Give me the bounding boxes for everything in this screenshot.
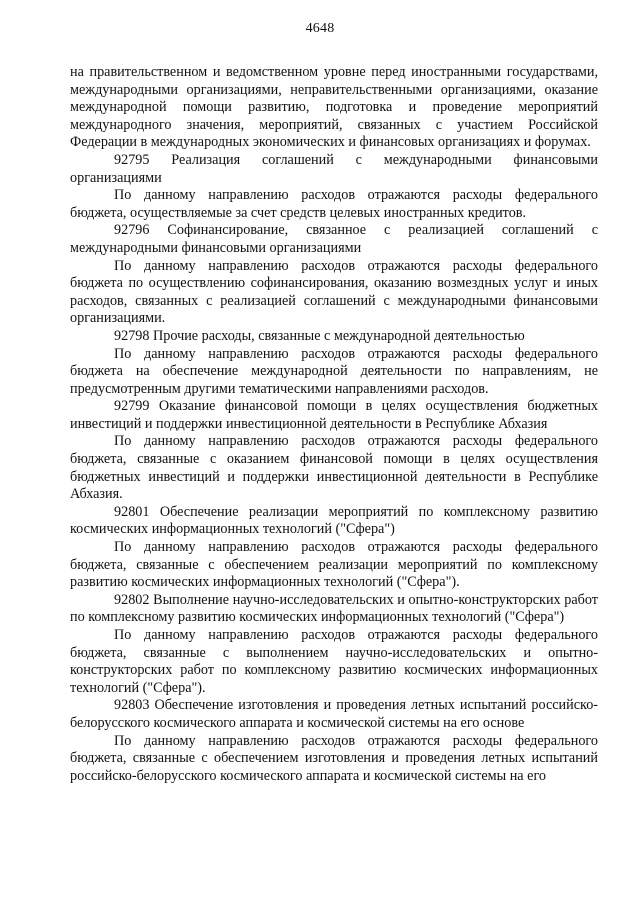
expense-code: 92796 [114, 222, 150, 239]
paragraph-text: Оказание финансовой помощи в целях осуществления бюджетных инвестиций и поддержки инвестиционной деятельности в Республике Абхазия [70, 398, 599, 432]
paragraph-text: Выполнение научно-исследовательских и опытно-конструкторских работ по комплексному развитию космических информационных технологий ("Сфера") [70, 591, 598, 626]
paragraph-text: По данному направлению расходов отражаются расходы федерального бюджета, связанные с выполнением научно-исследовательских и опытно-конструкторских работ по комплексному развитию космических информационных технологий ("Сфера"). [70, 627, 598, 696]
paragraph-text: По данному направлению расходов отражаются расходы федерального бюджета по осуществлению софинансирования, оказанию возмездных услуг и иных расходов, связанных с реализацией соглашений с международными финансовыми организациями. [70, 257, 598, 327]
paragraph [70, 328, 598, 346]
paragraph-text: По данному направлению расходов отражаются расходы федерального бюджета, связанные с обеспечением изготовления и проведения летных испытаний российско-белорусского космического аппарата и космической системы на его [70, 732, 598, 784]
paragraph [70, 64, 598, 152]
expense-code: 92803 [114, 697, 150, 714]
paragraph [70, 627, 598, 697]
document-body [70, 64, 598, 785]
paragraph [70, 258, 598, 328]
paragraph-text: По данному направлению расходов отражаются расходы федерального бюджета, связанные с обеспечением реализации мероприятий по комплексному развитию космических информационных технологий ("Сфера"). [70, 539, 598, 591]
paragraph [70, 539, 598, 592]
paragraph-text: Обеспечение изготовления и проведения летных испытаний российско-белорусского космического аппарата и космической системы на его основе [70, 697, 599, 731]
paragraph-text: Реализация соглашений с международными финансовыми организациями [70, 151, 598, 186]
paragraph [70, 398, 598, 433]
paragraph [70, 433, 598, 503]
paragraph-text: Прочие расходы, связанные с международной деятельностью [153, 327, 525, 344]
paragraph-text: По данному направлению расходов отражаются расходы федерального бюджета, осуществляемые за счет средств целевых иностранных кредитов. [70, 187, 598, 221]
paragraph [70, 346, 598, 399]
paragraph [70, 152, 598, 187]
paragraph-text: По данному направлению расходов отражаются расходы федерального бюджета на обеспечение международной деятельности по направлениям, не предусмотренным другими тематическими направлениями расходов. [70, 345, 598, 397]
paragraph [70, 697, 598, 732]
paragraph-text: По данному направлению расходов отражаются расходы федерального бюджета, связанные с оказанием финансовой помощи в целях осуществления бюджетных инвестиций и поддержки инвестиционной деятельности в Республике Абхазия. [70, 433, 598, 503]
paragraph [70, 504, 598, 539]
paragraph [70, 733, 598, 786]
expense-code: 92795 [114, 151, 150, 168]
expense-code: 92799 [114, 398, 150, 415]
expense-code: 92798 [114, 327, 150, 344]
paragraph [70, 222, 598, 257]
page-number: 4648 [305, 21, 335, 36]
expense-code: 92802 [114, 591, 150, 608]
paragraph-text: Обеспечение реализации мероприятий по комплексному развитию космических информационных технологий ("Сфера") [70, 503, 599, 538]
expense-code: 92801 [114, 503, 150, 520]
paragraph-text: Софинансирование, связанное с реализацией соглашений с международными финансовыми организациями [70, 222, 598, 256]
paragraph [70, 187, 598, 222]
paragraph-text: на правительственном и ведомственном уровне перед иностранными государствами, международными организациями, неправительственными организациями, оказание международной помощи развитию, подготовка и проведение мероприятий международного значения, мероприятий, связанных с участием Российской Федерации в международных экономических и финансовых организациях и форумах. [70, 64, 598, 151]
paragraph [70, 592, 598, 627]
